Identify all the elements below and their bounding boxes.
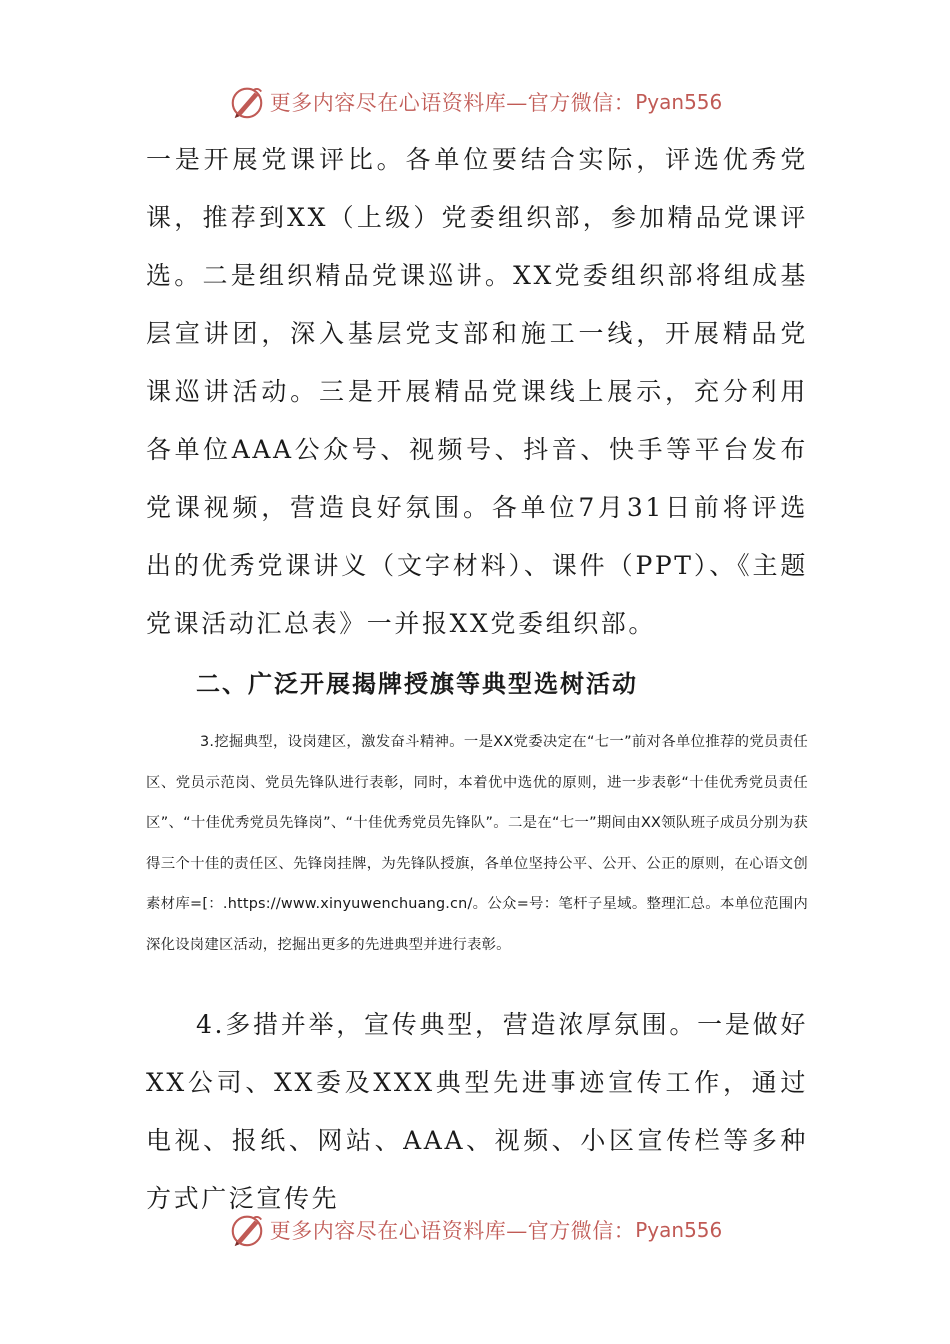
- pen-circle-logo-icon: [228, 83, 266, 121]
- body-paragraph-3: 4.多措并举，宣传典型，营造浓厚氛围。一是做好XX公司、XX委及XXX典型先进事迹宣传工作，通过电视、报纸、网站、AAA、视频、小区宣传栏等多种方式广泛宣传先: [146, 1010, 808, 1213]
- banner-wechat-id: Pyan556: [635, 1218, 723, 1242]
- banner-wechat-id: Pyan556: [635, 90, 723, 114]
- banner-text: 更多内容尽在心语资料库—官方微信：: [269, 1219, 636, 1243]
- body-paragraph-1: 一是开展党课评比。各单位要结合实际，评选优秀党课，推荐到XX（上级）党委组织部，参加精品党课评选。二是组织精品党课巡讲。XX党委组织部将组成基层宣讲团，深入基层党支部和施工一线，开展精品党课巡讲活动。三是开展精品党课线上展示，充分利用各单位AAA公众号、视频号、抖音、快手等平台发布党课视频，营造良好氛围。各单位7月31日前将评选出的优秀党课讲义（文字材料）、课件（PPT）、《主题党课活动汇总表》一并报XX党委组织部。: [146, 145, 808, 638]
- footer-banner: [0, 1208, 950, 1252]
- section-heading: 二、广泛开展揭牌授旗等典型选树活动: [196, 669, 638, 698]
- pen-circle-logo-icon: [228, 1211, 266, 1249]
- header-banner: [0, 80, 950, 124]
- body-paragraph-2: 3.挖掘典型，设岗建区，激发奋斗精神。一是XX党委决定在“七一”前对各单位推荐的党员责任区、党员示范岗、党员先锋队进行表彰，同时，本着优中选优的原则，进一步表彰“十佳优秀党员责任区”、“十佳优秀党员先锋岗”、“十佳优秀党员先锋队”。二是在“七一”期间由XX领队班子成员分别为获得三个十佳的责任区、先锋岗挂牌，为先锋队授旗，各单位坚持公平、公开、公正的原则，在心语文创素材库=[：.https://www.xinyuwenchuang.cn/。公众=号：笔杆子星域。整理汇总。本单位范围内深化设岗建区活动，挖掘出更多的先进典型并进行表彰。: [146, 734, 808, 953]
- banner-text: 更多内容尽在心语资料库—官方微信：: [269, 91, 636, 115]
